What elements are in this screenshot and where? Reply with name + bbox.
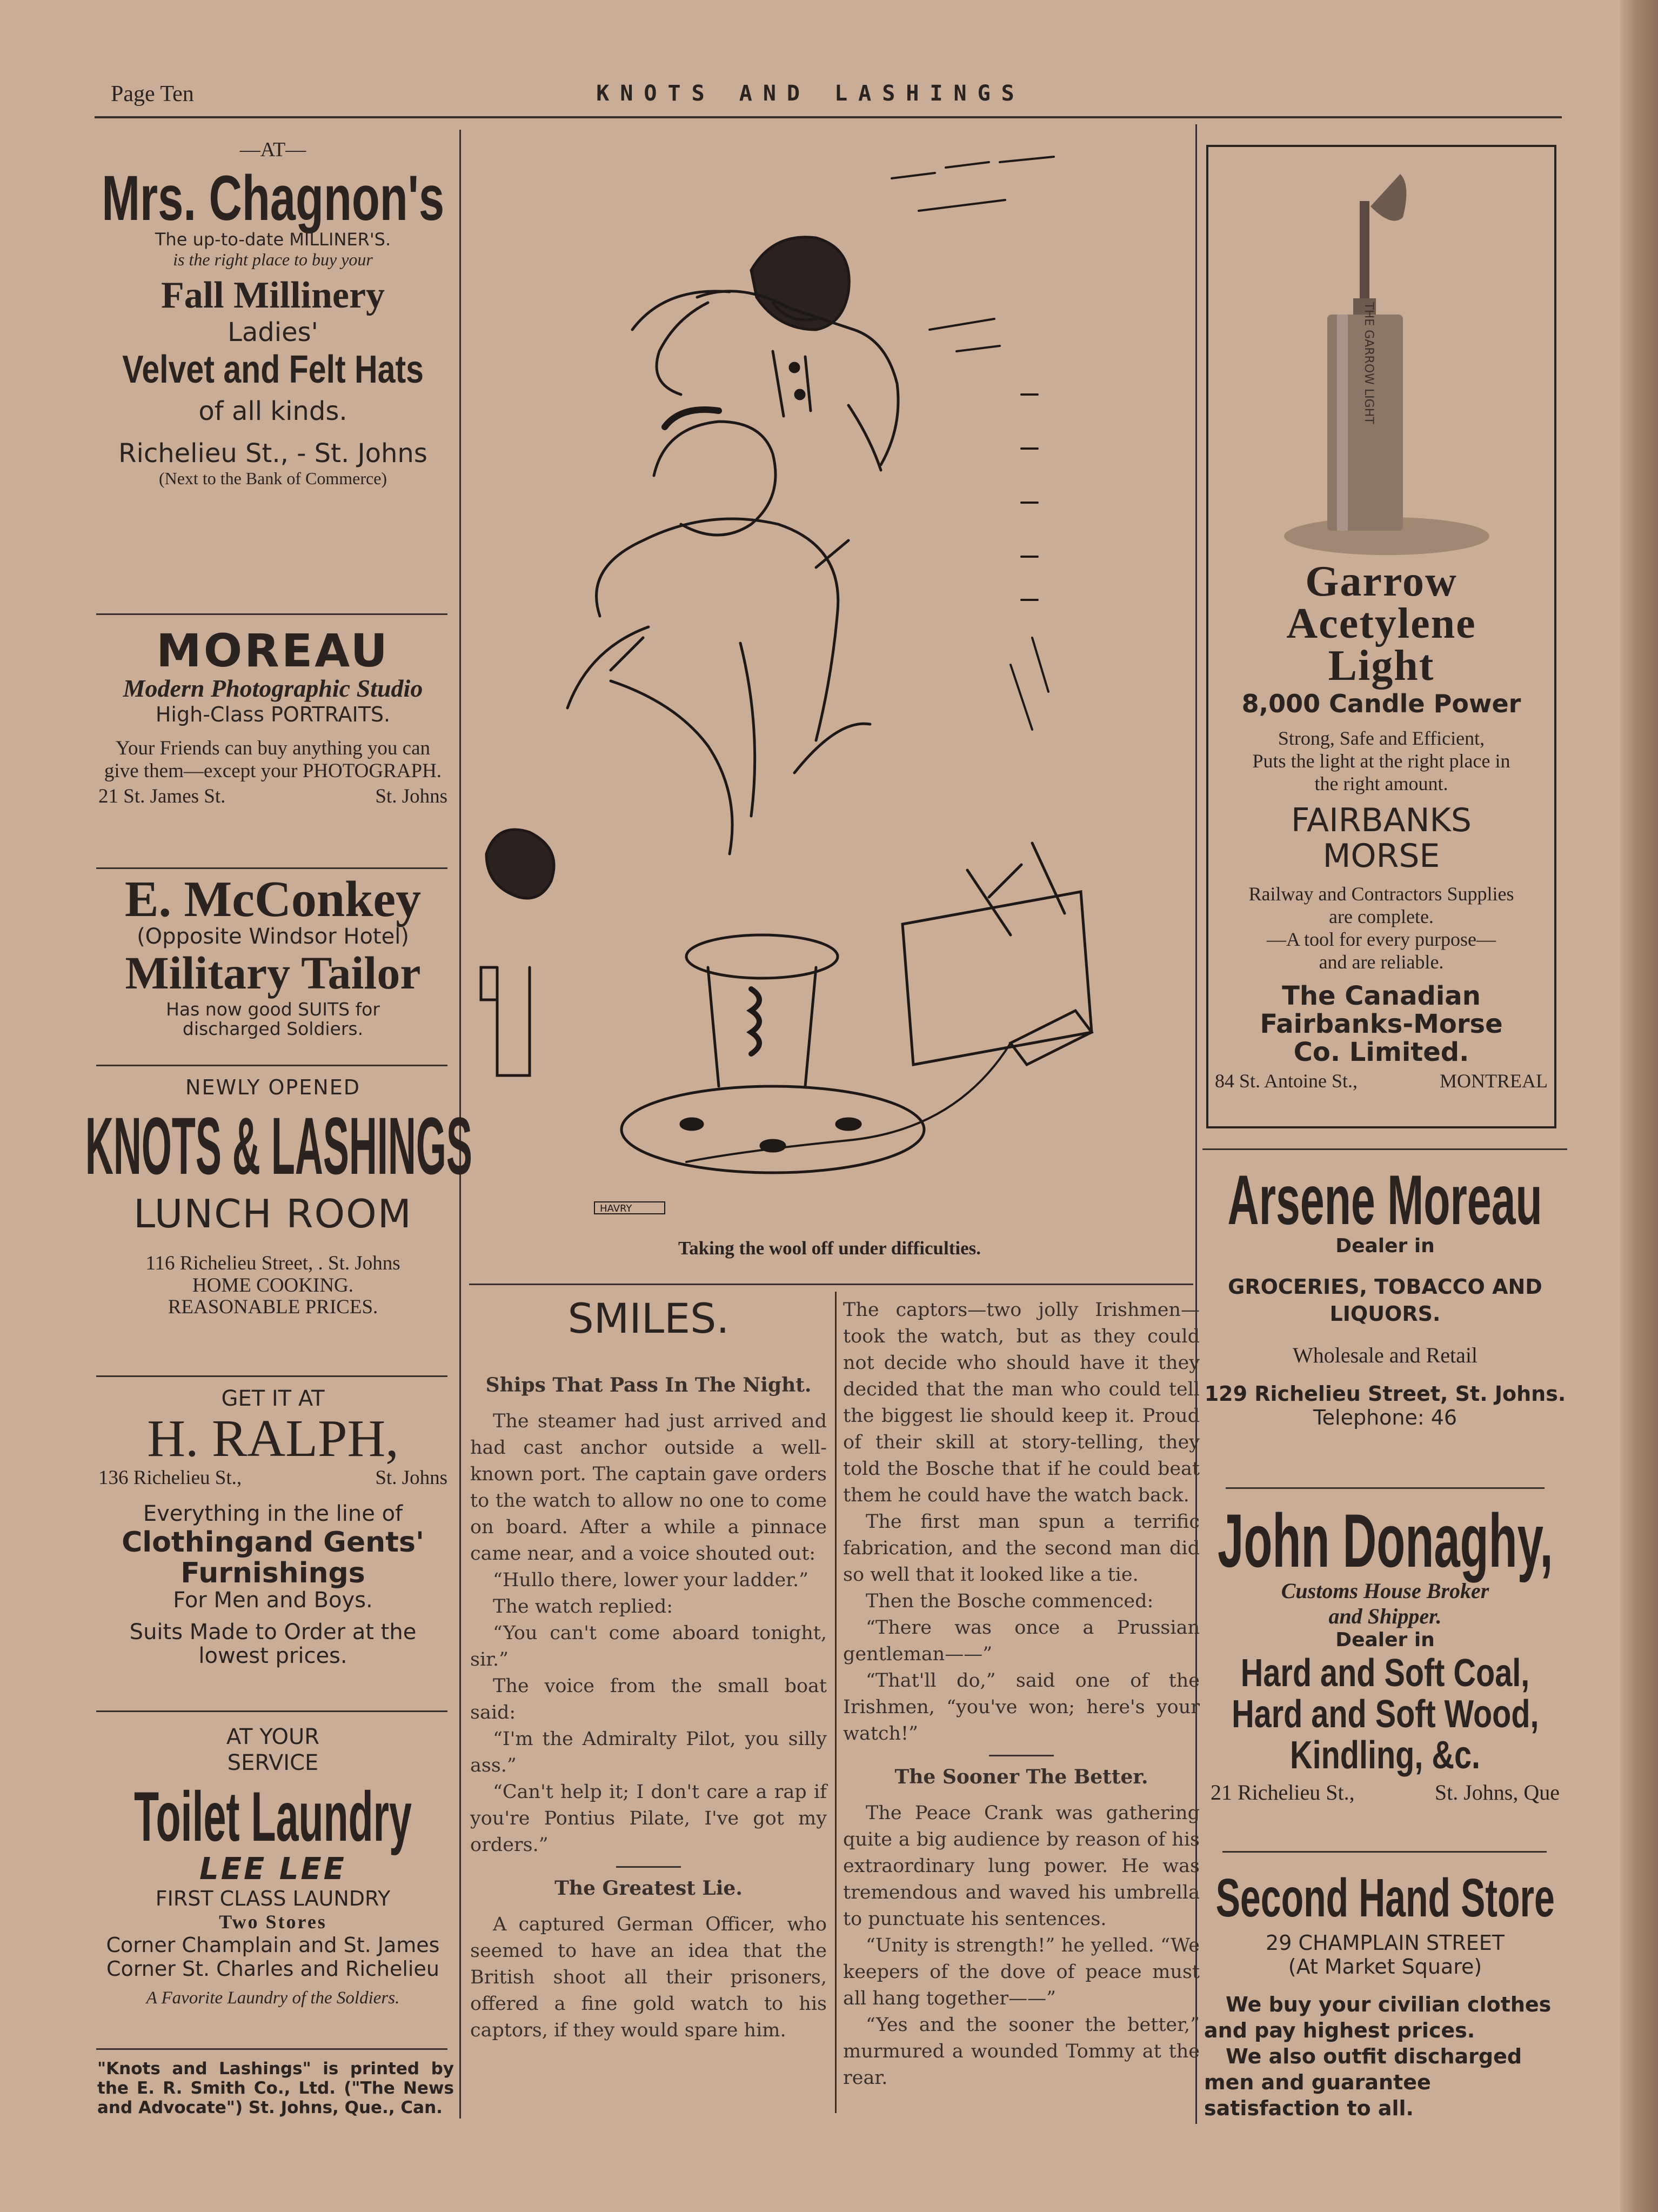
garrow-line3: the right amount. [1314, 773, 1448, 794]
arsene-dealer: Dealer in [1335, 1235, 1435, 1257]
ralph-address: 136 Richelieu St., [98, 1467, 242, 1489]
donaghy-city: St. Johns, Que [1434, 1780, 1560, 1805]
sooner-p1: “Unity is strength!” he yelled. “We keepers of the dove of peace must all hang together——” [843, 1935, 1200, 2009]
ships-p3: “You can't come aboard tonight, sir.” [470, 1622, 827, 1670]
laundry-corner2: Corner St. Charles and Richelieu [106, 1957, 439, 1981]
chagnon-address-note: (Next to the Bank of Commerce) [158, 469, 387, 488]
ventilator [481, 830, 554, 1075]
moreau-portraits: High-Class PORTRAITS. [155, 703, 391, 726]
ralph-address-row [92, 1466, 454, 1489]
ralph-clothing: Clothingand Gents' [122, 1526, 424, 1559]
page-number: Page Ten [111, 82, 194, 106]
garrow-city: MONTREAL [1440, 1070, 1548, 1092]
mcconkey-sub: (Opposite Windsor Hotel) [137, 924, 409, 949]
sooner-heading: The Sooner The Better. [894, 1766, 1148, 1788]
lie-p1: The captors—two jolly Irishmen—took the watch, but as they could not decide who should have it they decided that the man who could tell the biggest lie should keep it. Proud of their skill at story-telling, they told the Bosche that if he could beat them he could have the watch back. [843, 1299, 1200, 1506]
second-hand-buy: We buy your civilian clothes and pay highest prices. [1204, 1993, 1552, 2042]
smiles-column-rule [835, 1292, 837, 2113]
ralph-city: St. Johns [375, 1467, 447, 1489]
speed-lines [892, 157, 1054, 730]
garrow-power: 8,000 Candle Power [1241, 689, 1521, 718]
chagnon-at: —AT— [239, 138, 306, 161]
lie-divider [989, 1755, 1054, 1756]
right-rule-1 [1202, 1148, 1567, 1150]
donaghy-ad [1204, 1497, 1566, 1805]
moreau-address: 21 St. James St. [98, 785, 226, 807]
chagnon-hats: Velvet and Felt Hats [122, 348, 424, 391]
donaghy-name: John Donaghy, [1217, 1498, 1553, 1583]
lamp-pipe [1360, 201, 1369, 298]
donaghy-kindling: Kindling, &c. [1289, 1734, 1480, 1777]
moreau-address-row [92, 785, 454, 808]
second-hand-outfit: We also outfit discharged men and guarantee satisfaction to all. [1204, 2044, 1522, 2120]
donaghy-address: 21 Richelieu St., [1211, 1780, 1355, 1805]
laundry-corner1: Corner Champlain and St. James [106, 1933, 440, 1957]
chagnon-kinds: of all kinds. [198, 396, 347, 426]
ships-p4: The voice from the small boat said: [470, 1675, 827, 1723]
arsene-name: Arsene Moreau [1227, 1160, 1543, 1239]
ships-p5: “I'm the Admiralty Pilot, you silly ass.” [470, 1728, 827, 1776]
moreau-body: Your Friends can buy anything you can give them—except your PHOTOGRAPH. [104, 737, 442, 782]
smiles-title: SMILES. [567, 1294, 730, 1342]
garrow-line1: Strong, Safe and Efficient, [1278, 727, 1485, 749]
mcconkey-name: E. McConkey [124, 871, 422, 927]
ships-p0: The steamer had just arrived and had cast anchor outside a well-known port. The captain gave orders to the watch to allow no one to come on board. After a while a pinnace came near, and a voice shouted out: [470, 1411, 827, 1565]
sooner-p0: The Peace Crank was gathering quite a big audience by reason of his extraordinary lung power. He was tremendous and waved his umbrella to punctuate his sentences. [843, 1802, 1200, 1930]
mcconkey-ad [92, 870, 454, 1039]
lunch-address: 116 Richelieu Street, . St. Johns [145, 1252, 400, 1274]
lie-p2: The first man spun a terrific fabrication, and the second man did so well that it looked like a tie. [843, 1511, 1200, 1586]
ships-heading: Ships That Pass In The Night. [485, 1374, 812, 1396]
garrow-line5: are complete. [1329, 906, 1434, 927]
lie-p0: A captured German Officer, who seemed to have an idea that the British shoot all their prisoners, offered a fine gold watch to his captors, if they would spare him. [470, 1914, 827, 2041]
laundry-lee-lee: LEE LEE [199, 1852, 346, 1887]
garrow-name2: Acetylene [1286, 600, 1476, 647]
seated-man [567, 410, 870, 854]
donaghy-shipper: and Shipper. [1328, 1604, 1442, 1628]
donaghy-dealer: Dealer in [1335, 1629, 1435, 1651]
chagnon-fall: Fall Millinery [161, 275, 385, 316]
moreau-city: St. Johns [375, 785, 447, 807]
ships-divider [616, 1866, 681, 1868]
garrow-name1: Garrow [1305, 558, 1458, 605]
ralph-get: GET IT AT [221, 1386, 325, 1411]
laundry-ad [92, 1724, 454, 2008]
garrow-address: 84 St. Antoine St., [1215, 1070, 1358, 1092]
lunch-prices: REASONABLE PRICES. [168, 1296, 378, 1318]
mcconkey-title: Military Tailor [125, 947, 421, 999]
second-hand-name: Second Hand Store [1215, 1868, 1555, 1928]
ralph-men-boys: For Men and Boys. [173, 1588, 373, 1613]
greatest-lie-heading: The Greatest Lie. [554, 1877, 743, 1900]
chagnon-address: Richelieu St., - St. Johns [118, 438, 427, 469]
arsene-telephone: Telephone: 46 [1313, 1406, 1458, 1429]
lunch-name: KNOTS & LASHINGS [85, 1100, 472, 1191]
smiles-col1 [470, 1365, 827, 2044]
chagnon-line2: is the right place to buy your [173, 250, 373, 269]
garrow-name3: Light [1328, 642, 1435, 690]
smiles-col2 [843, 1297, 1200, 2091]
left-rule-4 [96, 1375, 447, 1377]
lunch-room: LUNCH ROOM [133, 1191, 412, 1237]
laundry-two-stores: Two Stores [219, 1911, 327, 1933]
moreau-ad [92, 624, 454, 808]
cartoon-bottom-rule [469, 1284, 1193, 1285]
cartoon-illustration [470, 124, 1189, 1238]
left-rule-6 [96, 2048, 447, 2050]
sooner-p2: “Yes and the sooner the better,” murmured a wounded Tommy at the rear. [843, 2014, 1200, 2089]
laundry-name: Toilet Laundry [134, 1777, 412, 1856]
donaghy-coal: Hard and Soft Coal, [1240, 1652, 1530, 1695]
mcconkey-body: Has now good SUITS for discharged Soldiers. [166, 999, 380, 1039]
printer-notice: "Knots and Lashings" is printed by the E. R. Smith Co., Ltd. ("The News and Advocate") St. Johns, Que., Can. [97, 2059, 454, 2117]
chagnon-ad [92, 138, 454, 489]
garrow-text [1208, 560, 1554, 1092]
arsene-ad [1204, 1159, 1566, 1429]
chagnon-line1: The up-to-date MILLINER'S. [155, 229, 391, 250]
garrow-ad-box [1206, 145, 1556, 1128]
garrow-line4: Railway and Contractors Supplies [1248, 883, 1514, 905]
right-rule-2 [1226, 1487, 1545, 1489]
lunch-room-ad [85, 1075, 472, 1318]
stool [621, 935, 924, 1173]
second-hand-ad [1204, 1867, 1566, 2121]
left-rule-3 [96, 1065, 447, 1066]
second-hand-address: 29 CHAMPLAIN STREET [1266, 1931, 1505, 1955]
garrow-line2: Puts the light at the right place in [1252, 750, 1510, 772]
right-rule-3 [1222, 1851, 1547, 1853]
company-line3: Co. Limited. [1293, 1037, 1469, 1067]
moreau-name: MOREAU [156, 624, 390, 677]
garrow-line6: —A tool for every purpose— [1267, 928, 1496, 950]
garrow-address-row [1208, 1070, 1554, 1092]
company-line1: The Canadian [1282, 981, 1481, 1011]
ships-p6: “Can't help it; I don't care a rap if you're Pontius Pilate, I've got my orders.” [470, 1781, 827, 1856]
chagnon-ladies: Ladies' [228, 317, 318, 347]
moreau-studio: Modern Photographic Studio [123, 674, 423, 702]
page-spine-shadow [1620, 0, 1658, 2212]
second-hand-market: (At Market Square) [1288, 1955, 1482, 1979]
donaghy-address-row [1204, 1780, 1566, 1805]
left-rule-1 [96, 613, 447, 615]
arsene-address: 129 Richelieu Street, St. Johns. [1204, 1382, 1566, 1406]
ships-p1: “Hullo there, lower your ladder.” [493, 1569, 809, 1591]
lie-p3: Then the Bosche commenced: [866, 1590, 1154, 1612]
laundry-first-class: FIRST CLASS LAUNDRY [155, 1887, 391, 1910]
left-rule-5 [96, 1710, 447, 1712]
lamp-burner [1370, 174, 1406, 221]
arsene-goods: GROCERIES, TOBACCO AND LIQUORS. [1228, 1275, 1542, 1326]
newspaper-title: KNOTS AND LASHINGS [596, 81, 1025, 106]
laundry-service: SERVICE [227, 1750, 319, 1775]
lie-p5: “That'll do,” said one of the Irishmen, “you've won; here's your watch!” [843, 1670, 1200, 1745]
cartoon-caption: Taking the wool off under difficulties. [678, 1238, 981, 1259]
ralph-name: H. RALPH, [147, 1409, 399, 1468]
arsene-wholesale: Wholesale and Retail [1292, 1343, 1478, 1367]
garrow-line7: and are reliable. [1319, 951, 1444, 973]
lunch-opened: NEWLY OPENED [185, 1075, 360, 1099]
ralph-furnishings: Furnishings [180, 1557, 365, 1589]
header-rule [95, 116, 1562, 118]
laundry-favorite: A Favorite Laundry of the Soldiers. [146, 1988, 400, 2008]
donaghy-wood: Hard and Soft Wood, [1231, 1693, 1539, 1736]
lamp-highlight [1337, 315, 1348, 531]
barber-sailor [632, 237, 898, 470]
morse-name: MORSE [1322, 837, 1440, 875]
chagnon-name: Mrs. Chagnon's [102, 163, 444, 234]
acetylene-lamp-image [1208, 147, 1554, 558]
toolbox [686, 843, 1092, 1162]
donaghy-broker: Customs House Broker [1281, 1579, 1489, 1603]
laundry-at-your: AT YOUR [226, 1725, 320, 1749]
fairbanks-name: FAIRBANKS [1291, 801, 1472, 839]
ralph-line1: Everything in the line of [143, 1501, 403, 1526]
company-line2: Fairbanks-Morse [1260, 1009, 1503, 1039]
signature-text: HAVRY [600, 1203, 632, 1214]
ralph-ad [92, 1386, 454, 1668]
ships-p2: The watch replied: [493, 1596, 673, 1618]
left-rule-2 [96, 867, 447, 869]
ralph-suits: Suits Made to Order at the lowest prices. [129, 1620, 417, 1668]
lie-p4: “There was once a Prussian gentleman——” [843, 1617, 1200, 1665]
lamp-label: THE GARROW LIGHT [1362, 302, 1375, 424]
lunch-cooking: HOME COOKING. [192, 1274, 354, 1297]
artist-signature [594, 1202, 665, 1214]
